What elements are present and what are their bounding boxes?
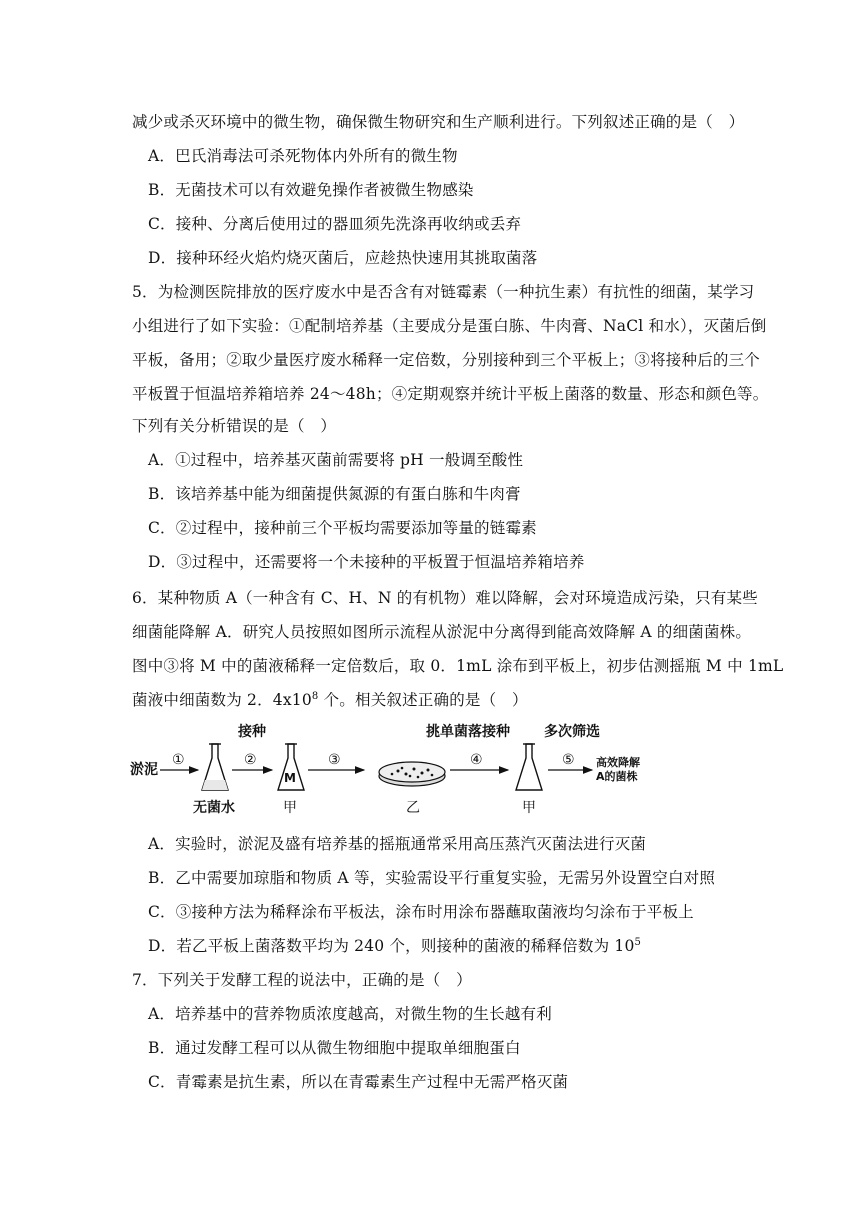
step-2-label: ② bbox=[244, 752, 257, 768]
step-5-label: ⑤ bbox=[562, 752, 575, 768]
q6-stem-line-2: 细菌能降解 A．研究人员按照如图所示流程从淤泥中分离得到能高效降解 A 的细菌菌株。 bbox=[132, 623, 752, 641]
q7-option-b: B．通过发酵工程可以从微生物细胞中提取单细胞蛋白 bbox=[148, 1039, 521, 1057]
flask-3-label: 甲 bbox=[522, 800, 536, 816]
q6-option-d bbox=[148, 936, 641, 956]
q6-option-b: B．乙中需要加琼脂和物质 A 等，实验需设平行重复实验，无需另外设置空白对照 bbox=[148, 869, 716, 887]
q5-option-b: B．该培养基中能为细菌提供氮源的有蛋白胨和牛肉膏 bbox=[148, 485, 521, 503]
step-1-label: ① bbox=[172, 752, 185, 768]
q6-stem-line-1: 6．某种物质 A（一种含有 C、H、N 的有机物）难以降解，会对环境造成污染，只有某些 bbox=[132, 589, 758, 607]
result-label-line-1: 高效降解 bbox=[596, 756, 640, 769]
flask-1-icon bbox=[202, 744, 228, 790]
q4-option-c: C．接种、分离后使用过的器皿须先洗涤再收纳或丢弃 bbox=[148, 215, 522, 233]
q5-option-c: C．②过程中，接种前三个平板均需要添加等量的链霉素 bbox=[148, 519, 537, 537]
petri-plate-icon bbox=[379, 762, 445, 786]
q5-stem-line-3: 平板，备用；②取少量医疗废水稀释一定倍数，分别接种到三个平板上；③将接种后的三个 bbox=[132, 351, 761, 369]
flask-1-label: 无菌水 bbox=[193, 800, 235, 816]
source-label: 淤泥 bbox=[130, 762, 158, 778]
multi-screen-label: 多次筛选 bbox=[544, 724, 600, 740]
flask-2-label: 甲 bbox=[283, 800, 297, 816]
plate-label: 乙 bbox=[406, 800, 420, 816]
q5-stem-line-5: 下列有关分析错误的是（ ） bbox=[132, 417, 337, 435]
isolation-flow-diagram bbox=[128, 718, 648, 828]
q6-stem-line-4 bbox=[132, 690, 528, 710]
q5-stem-line-2: 小组进行了如下实验：①配制培养基（主要成分是蛋白胨、牛肉膏、NaCl 和水），灭菌后倒 bbox=[132, 317, 767, 335]
q7-option-a: A．培养基中的营养物质浓度越高，对微生物的生长越有利 bbox=[148, 1005, 552, 1023]
q6-exponent: 8 bbox=[311, 691, 319, 702]
q4-option-a: A．巴氏消毒法可杀死物体内外所有的微生物 bbox=[148, 147, 458, 165]
q6-option-c: C．③接种方法为稀释涂布平板法，涂布时用涂布器蘸取菌液均匀涂布于平板上 bbox=[148, 903, 694, 921]
q5-stem-line-1: 5．为检测医院排放的医疗废水中是否含有对链霉素（一种抗生素）有抗性的细菌，某学习 bbox=[132, 283, 755, 301]
flask-3-icon bbox=[516, 744, 542, 790]
q4-option-d: D．接种环经火焰灼烧灭菌后，应趁热快速用其挑取菌落 bbox=[148, 249, 538, 267]
step-3-label: ③ bbox=[328, 752, 341, 768]
q4-option-b: B．无菌技术可以有效避免操作者被微生物感染 bbox=[148, 181, 474, 199]
q5-option-a: A．①过程中，培养基灭菌前需要将 pH 一般调至酸性 bbox=[148, 451, 524, 469]
q5-stem-line-4: 平板置于恒温培养箱培养 24～48h；④定期观察并统计平板上菌落的数量、形态和颜色等。 bbox=[132, 385, 769, 403]
q6-count-text: 菌液中细菌数为 2．4x10 bbox=[132, 691, 312, 709]
q6-option-d-text: D．若乙平板上菌落数平均为 240 个，则接种的菌液的稀释倍数为 10 bbox=[148, 937, 635, 955]
q6-stem-tail: 个。相关叙述正确的是（ ） bbox=[318, 691, 528, 709]
q6-option-d-exponent: 5 bbox=[634, 937, 642, 948]
q7-option-c: C．青霉素是抗生素，所以在青霉素生产过程中无需严格灭菌 bbox=[148, 1073, 569, 1091]
q6-option-a: A．实验时，淤泥及盛有培养基的摇瓶通常采用高压蒸汽灭菌法进行灭菌 bbox=[148, 835, 647, 853]
result-label-line-2: A的菌株 bbox=[596, 770, 638, 783]
q5-option-d: D．③过程中，还需要将一个未接种的平板置于恒温培养箱培养 bbox=[148, 553, 585, 571]
question-4-stem-end: 减少或杀灭环境中的微生物，确保微生物研究和生产顺利进行。下列叙述正确的是（ ） bbox=[132, 113, 745, 131]
inoculate-label: 接种 bbox=[238, 724, 266, 740]
step-4-label: ④ bbox=[470, 752, 483, 768]
q7-stem: 7．下列关于发酵工程的说法中，正确的是（ ） bbox=[132, 971, 472, 989]
pick-colony-label: 挑单菌落接种 bbox=[426, 724, 510, 740]
q6-stem-line-3: 图中③将 M 中的菌液稀释一定倍数后，取 0．1mL 涂布到平板上，初步估测摇瓶 M 中 1mL bbox=[132, 657, 784, 675]
flask-2-mark: M bbox=[284, 771, 296, 785]
